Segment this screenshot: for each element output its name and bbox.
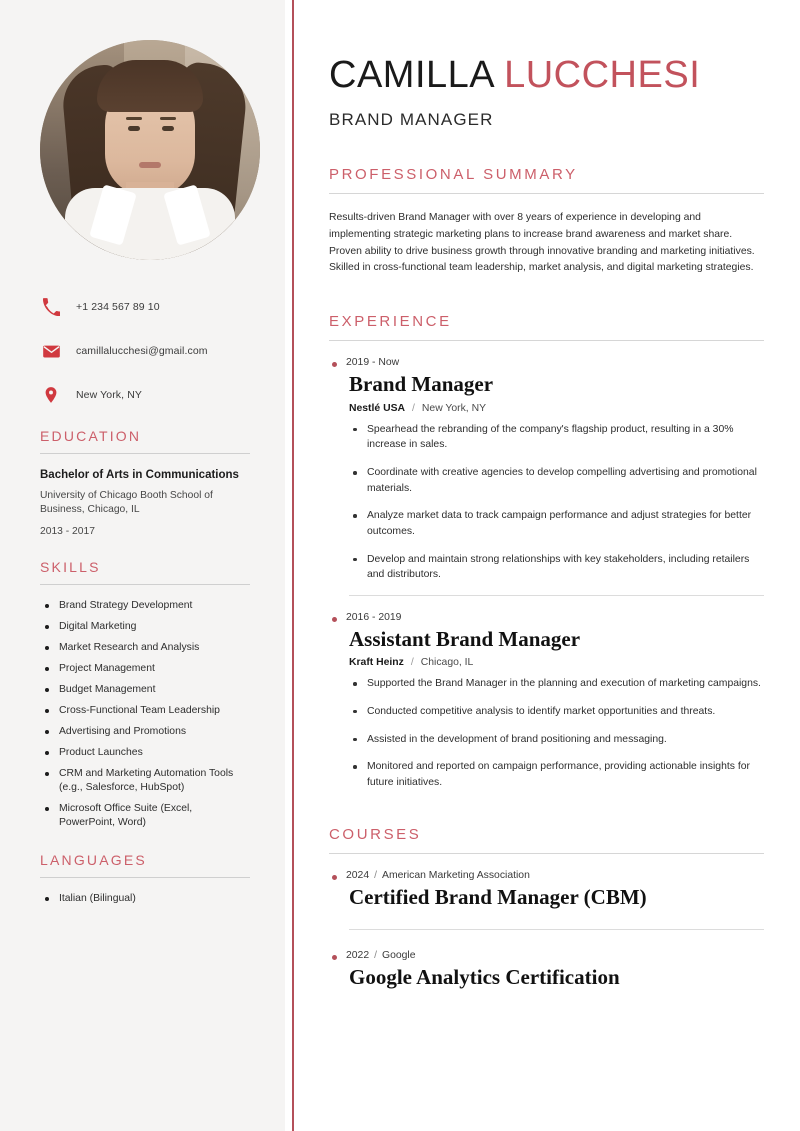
photo-mouth — [139, 162, 161, 168]
summary-text: Results-driven Brand Manager with over 8 years of experience in developing and implementing strategic marketing plans to increase brand awareness and market share. Proven ability to drive business growth through innovative branding and marketing initiatives. Skilled in cross-functional team leadership, market analysis, and digital marketing strategies. — [329, 211, 755, 274]
contact-email[interactable] — [40, 340, 250, 362]
courses-rule — [329, 853, 764, 854]
photo-hair-top — [97, 60, 203, 112]
list-item: Analyze market data to track campaign performance and adjust strategies for better outcomes. — [349, 508, 764, 539]
entry-separator — [349, 595, 764, 596]
experience-rule — [329, 340, 764, 341]
photo-shirt — [65, 188, 235, 260]
summary-heading: PROFESSIONAL SUMMARY — [329, 165, 578, 183]
list-item: Microsoft Office Suite (Excel, PowerPoint, Word) — [40, 802, 250, 830]
experience-heading: EXPERIENCE — [329, 313, 452, 331]
contact-list — [40, 296, 250, 406]
section-experience — [329, 313, 764, 790]
column-divider — [292, 0, 294, 1131]
list-item: Project Management — [40, 662, 250, 676]
list-item: Budget Management — [40, 683, 250, 697]
education-rule — [40, 453, 250, 454]
list-item: Monitored and reported on campaign performance, providing actionable insights for future initiatives. — [349, 759, 764, 790]
page-title — [329, 56, 764, 96]
education-school: University of Chicago Booth School of Business, Chicago, IL — [40, 490, 213, 516]
list-item: Assisted in the development of brand positioning and messaging. — [349, 732, 764, 748]
section-skills — [40, 559, 250, 831]
course-entry-body — [329, 885, 764, 911]
job-role: BRAND MANAGER — [329, 109, 494, 129]
experience-bullets — [349, 676, 764, 790]
experience-dates: 2016 - 2019 — [329, 612, 764, 623]
list-item: Brand Strategy Development — [40, 599, 250, 613]
education-degree: Bachelor of Arts in Communications — [40, 469, 239, 481]
list-item: Conducted competitive analysis to identify market opportunities and threats. — [349, 704, 764, 720]
experience-location: Chicago, IL — [420, 657, 474, 669]
separator: / — [412, 402, 415, 414]
course-title: Google Analytics Certification — [349, 965, 620, 990]
list-item: Spearhead the rebranding of the company's flagship product, resulting in a 30% increase in sales. — [349, 422, 764, 453]
experience-title: Assistant Brand Manager — [349, 626, 581, 651]
main-content — [285, 0, 800, 1131]
courses-heading: COURSES — [329, 826, 422, 844]
list-item: CRM and Marketing Automation Tools (e.g., Salesforce, HubSpot) — [40, 767, 250, 795]
photo-eye-right — [162, 126, 174, 131]
course-provider: American Marketing Association — [382, 870, 530, 882]
contact-phone[interactable] — [40, 296, 250, 318]
section-languages — [40, 852, 250, 906]
languages-heading: LANGUAGES — [40, 852, 147, 869]
section-professional-summary — [329, 166, 764, 277]
experience-bullets — [349, 422, 764, 583]
course-year: 2022 — [346, 950, 370, 962]
section-courses — [329, 826, 764, 990]
photo-brow-left — [126, 117, 142, 120]
photo-eye-left — [128, 126, 140, 131]
section-education — [40, 428, 250, 537]
envelope-icon — [40, 340, 62, 362]
sidebar — [0, 0, 285, 1131]
skills-rule — [40, 584, 250, 585]
summary-rule — [329, 193, 764, 194]
experience-company-line — [349, 657, 764, 668]
last-name: LUCCHESI — [504, 54, 701, 96]
contact-email-value: camillalucchesi@gmail.com — [76, 345, 208, 357]
experience-entry-body — [329, 627, 764, 791]
experience-company-line — [349, 403, 764, 414]
course-meta — [329, 950, 764, 961]
contact-location-value: New York, NY — [76, 389, 142, 401]
separator: / — [374, 870, 378, 882]
course-provider: Google — [382, 950, 416, 962]
education-heading: EDUCATION — [40, 428, 142, 444]
languages-rule — [40, 877, 250, 878]
profile-photo — [40, 40, 260, 260]
experience-entry — [329, 612, 764, 791]
course-entry — [329, 870, 764, 911]
course-year: 2024 — [346, 870, 370, 882]
list-item: Coordinate with creative agencies to develop compelling advertising and promotional materials. — [349, 465, 764, 496]
photo-brow-right — [160, 117, 176, 120]
avatar — [40, 40, 260, 260]
separator: / — [374, 950, 378, 962]
entry-separator — [349, 929, 764, 930]
experience-company: Kraft Heinz — [349, 657, 404, 669]
education-dates: 2013 - 2017 — [40, 525, 95, 537]
course-entry-body — [329, 965, 764, 991]
list-item: Italian (Bilingual) — [40, 892, 250, 906]
first-name: CAMILLA — [329, 54, 494, 96]
experience-entry — [329, 357, 764, 582]
list-item: Advertising and Promotions — [40, 725, 250, 739]
contact-phone-value: +1 234 567 89 10 — [76, 301, 160, 313]
skills-list — [40, 599, 250, 831]
experience-dates: 2019 - Now — [329, 357, 764, 368]
experience-title: Brand Manager — [349, 372, 494, 397]
contact-location[interactable] — [40, 384, 250, 406]
experience-company: Nestlé USA — [349, 402, 406, 414]
list-item: Supported the Brand Manager in the planning and execution of marketing campaigns. — [349, 676, 764, 692]
course-meta — [329, 870, 764, 881]
list-item: Develop and maintain strong relationships with key stakeholders, including retailers and distributors. — [349, 552, 764, 583]
skills-heading: SKILLS — [40, 558, 101, 575]
separator: / — [410, 657, 414, 669]
course-entry — [329, 950, 764, 991]
list-item: Product Launches — [40, 746, 250, 760]
languages-list — [40, 892, 250, 906]
list-item: Digital Marketing — [40, 620, 250, 634]
location-pin-icon — [40, 384, 62, 406]
phone-icon — [40, 296, 62, 318]
list-item: Cross-Functional Team Leadership — [40, 704, 250, 718]
experience-location: New York, NY — [421, 402, 487, 414]
course-title: Certified Brand Manager (CBM) — [349, 885, 647, 910]
experience-entry-body — [329, 372, 764, 582]
list-item: Market Research and Analysis — [40, 641, 250, 655]
